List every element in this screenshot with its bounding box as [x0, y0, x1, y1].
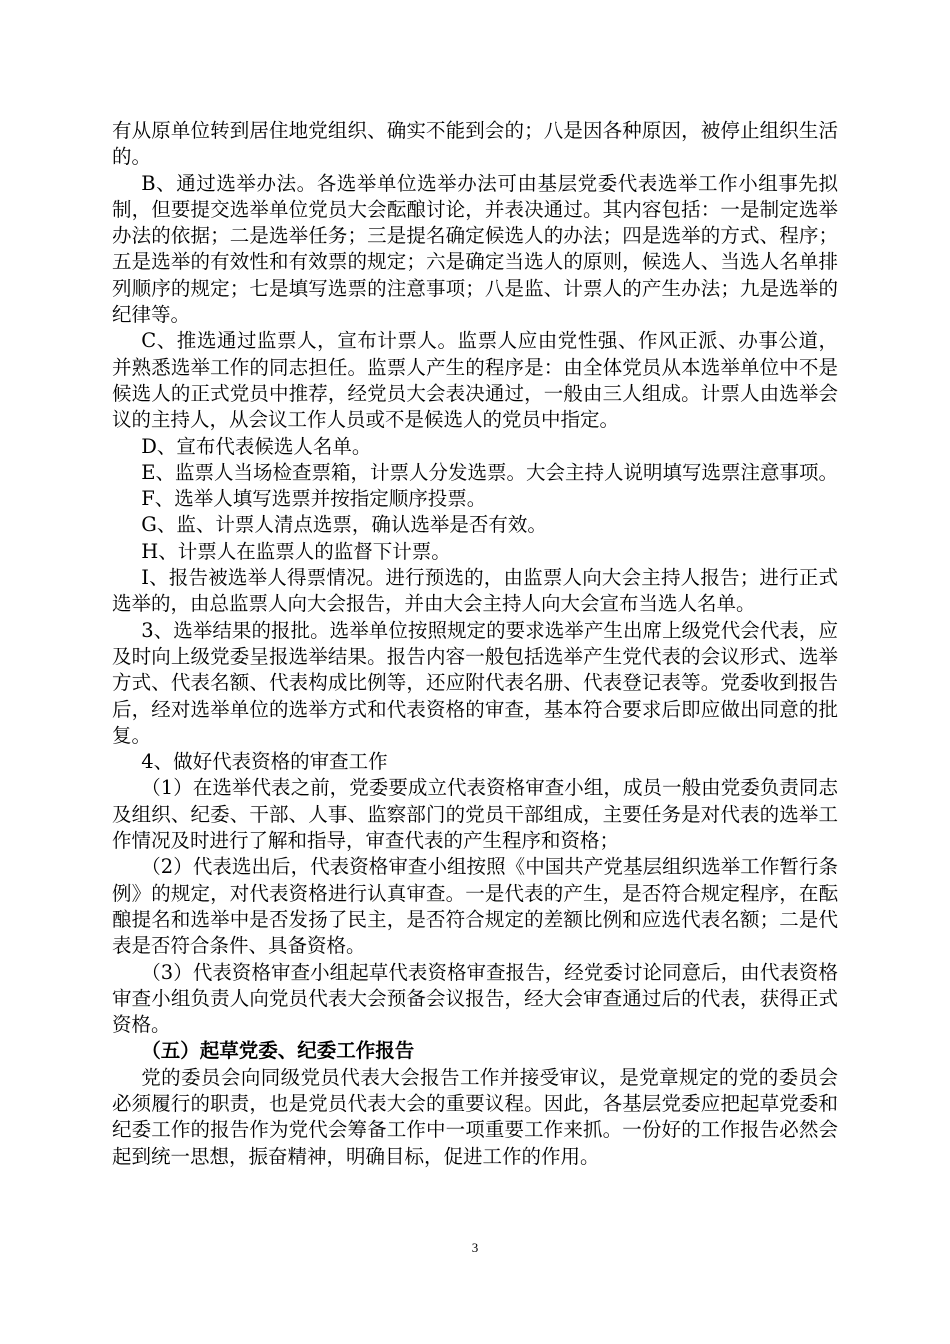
paragraph-section-3: 3、选举结果的报批。选举单位按照规定的要求选举产生出席上级党代会代表，应及时向上级党委呈报选举结果。报告内容一般包括选举产生党代表的会议形式、选举方式、代表名额、代表构成比例等，还应附代表名册、代表登记表等。党委收到报告后，经对选举单位的选举方式和代表资格的审查，基本符合要求后即应做出同意的批复。 [112, 618, 838, 747]
paragraph-item-c: C、推选通过监票人，宣布计票人。监票人应由党性强、作风正派、办事公道，并熟悉选举工作的同志担任。监票人产生的程序是：由全体党员从本选举单位中不是候选人的正式党员中推荐，经党员大会表决通过，一般由三人组成。计票人由选举会议的主持人，从会议工作人员或不是候选人的党员中指定。 [112, 329, 838, 432]
page-number: 3 [471, 1240, 479, 1255]
paragraph-item-e: E、监票人当场检查票箱，计票人分发选票。大会主持人说明填写选票注意事项。 [141, 460, 838, 484]
paragraph-sub-1: （1）在选举代表之前，党委要成立代表资格审查小组，成员一般由党委负责同志及组织、纪委、干部、人事、监察部门的党员干部组成，主要任务是对代表的选举工作情况及时进行了解和指导，审查代表的产生程序和资格； [112, 776, 838, 853]
paragraph-section-4: 4、做好代表资格的审查工作 [141, 750, 388, 774]
paragraph-sub-3: （3）代表资格审查小组起草代表资格审查报告，经党委讨论同意后，由代表资格审查小组负责人向党员代表大会预备会议报告，经大会审查通过后的代表，获得正式资格。 [112, 960, 838, 1037]
paragraph-item-h: H、计票人在监票人的监督下计票。 [141, 539, 451, 563]
paragraph-report: 党的委员会向同级党员代表大会报告工作并接受审议，是党章规定的党的委员会必须履行的职责，也是党员代表大会的重要议程。因此，各基层党委应把起草党委和纪委工作的报告作为党代会筹备工作中一项重要工作来抓。一份好的工作报告必然会起到统一思想，振奋精神，明确目标，促进工作的作用。 [112, 1065, 838, 1168]
paragraph-item-g: G、监、计票人清点选票，确认选举是否有效。 [141, 513, 547, 537]
paragraph-continuation: 有从原单位转到居住地党组织、确实不能到会的；八是因各种原因，被停止组织生活的。 [112, 119, 838, 169]
paragraph-sub-2: （2）代表选出后，代表资格审查小组按照《中国共产党基层组织选举工作暂行条例》的规定，对代表资格进行认真审查。一是代表的产生，是否符合规定程序，在酝酿提名和选举中是否发扬了民主，是否符合规定的差额比例和应选代表名额；二是代表是否符合条件、具备资格。 [112, 855, 838, 958]
paragraph-item-i: I、报告被选举人得票情况。进行预选的，由监票人向大会主持人报告；进行正式选举的，由总监票人向大会报告，并由大会主持人向大会宣布当选人名单。 [112, 566, 838, 616]
section-heading: （五）起草党委、纪委工作报告 [141, 1039, 415, 1063]
paragraph-item-d: D、宣布代表候选人名单。 [141, 434, 372, 458]
document-body [112, 118, 838, 1170]
paragraph-item-f: F、选举人填写选票并按指定顺序投票。 [141, 487, 487, 511]
paragraph-item-b: B、通过选举办法。各选举单位选举办法可由基层党委代表选举工作小组事先拟制，但要提交选举单位党员大会酝酿讨论，并表决通过。其内容包括：一是制定选举办法的依据；二是选举任务；三是提名确定候选人的办法；四是选举的方式、程序；五是选举的有效性和有效票的规定；六是确定当选人的原则，候选人、当选人名单排列顺序的规定；七是填写选票的注意事项；八是监、计票人的产生办法；九是选举的纪律等。 [112, 171, 838, 327]
